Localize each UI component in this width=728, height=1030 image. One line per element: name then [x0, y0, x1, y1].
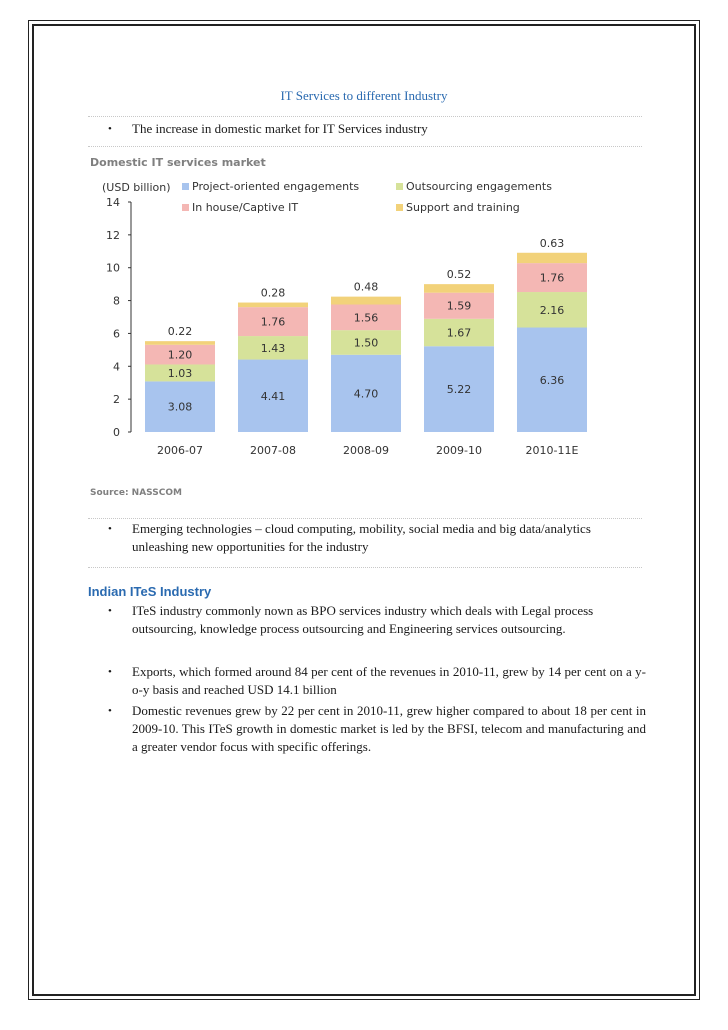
ites-bullet-item: [108, 602, 646, 638]
x-category-label: 2007-08: [250, 444, 296, 457]
bar-value-label: 1.50: [353, 336, 379, 350]
bar-value-label: 0.52: [446, 268, 472, 282]
x-category-label: 2006-07: [157, 444, 203, 457]
bar-value-label: 1.20: [167, 348, 193, 362]
x-category-label: 2008-09: [343, 444, 389, 457]
ites-bullet-item: [108, 702, 646, 756]
bar-value-label: 4.41: [260, 389, 286, 403]
bar-value-label: 0.22: [167, 325, 193, 339]
bar-segment: [517, 253, 587, 263]
bullet-item: [108, 120, 646, 138]
domestic-it-services-chart: [84, 150, 646, 500]
bar-value-label: 4.70: [353, 387, 379, 401]
bar-value-label: 1.59: [446, 299, 472, 313]
legend-swatch: [396, 183, 403, 190]
bar-value-label: 1.43: [260, 341, 286, 355]
bar-value-label: 0.48: [353, 280, 379, 294]
bar-value-label: 3.08: [167, 400, 193, 414]
bullet-text: The increase in domestic market for IT Services industry: [132, 121, 428, 136]
bullet-text: Exports, which formed around 84 per cent of the revenues in 2010-11, grew by 14 per cent on a y-o-y basis and reached USD 14.1 billion: [132, 664, 646, 697]
x-category-label: 2010-11E: [525, 444, 579, 457]
bar-value-label: 1.67: [446, 326, 472, 340]
bar-value-label: 0.63: [539, 236, 565, 250]
x-category-label: 2009-10: [436, 444, 482, 457]
y-tick-label: 12: [106, 228, 120, 242]
ites-heading: Indian ITeS Industry: [88, 584, 212, 599]
divider: [88, 567, 642, 568]
bullet-dot: •: [108, 705, 112, 717]
legend-swatch: [182, 204, 189, 211]
bar-segment: [331, 297, 401, 305]
bullet-dot: •: [108, 123, 112, 135]
y-tick-label: 14: [106, 196, 120, 209]
bar-value-label: 6.36: [539, 373, 565, 387]
bar-value-label: 1.56: [353, 311, 379, 325]
y-tick-label: 0: [113, 426, 120, 439]
bullet-text: Emerging technologies – cloud computing, mobility, social media and big data/analytics unleashing new opportunities for the industry: [132, 521, 591, 554]
legend-label: Project-oriented engagements: [192, 180, 360, 193]
chart-svg: [84, 150, 646, 500]
chart-ylabel: (USD billion): [102, 181, 171, 194]
chart-bars: [145, 237, 587, 457]
legend-label: In house/Captive IT: [192, 201, 299, 214]
y-tick-label: 2: [113, 393, 120, 407]
bar-value-label: 5.22: [446, 383, 472, 397]
section-title: IT Services to different Industry: [280, 88, 448, 103]
ites-bullet-item: [108, 663, 646, 699]
legend-label: Support and training: [406, 201, 520, 214]
bullet-item: [108, 520, 646, 556]
divider: [88, 146, 642, 147]
bar-value-label: 2.16: [539, 303, 565, 317]
y-tick-label: 8: [113, 294, 120, 308]
legend-swatch: [182, 183, 189, 190]
bar-segment: [424, 284, 494, 293]
bar-segment: [238, 303, 308, 308]
y-tick-label: 10: [106, 261, 120, 275]
chart-title: Domestic IT services market: [90, 156, 266, 169]
bullet-dot: •: [108, 605, 112, 617]
legend-swatch: [396, 204, 403, 211]
bullet-dot: •: [108, 523, 112, 535]
bullet-dot: •: [108, 666, 112, 678]
bar-value-label: 0.28: [260, 286, 286, 300]
divider: [88, 116, 642, 117]
chart-legend: [182, 180, 552, 214]
chart-source: Source: NASSCOM: [90, 488, 182, 498]
bar-value-label: 1.76: [260, 315, 286, 329]
bullet-text: Domestic revenues grew by 22 per cent in 2010-11, grew higher compared to about 18 per cent in 2009-10. This ITeS growth in domestic market is led by the BFSI, telecom and manufacturing and a greater vendor focus with specific offerings.: [132, 703, 646, 754]
legend-label: Outsourcing engagements: [406, 180, 552, 193]
divider: [88, 518, 642, 519]
bar-value-label: 1.76: [539, 271, 565, 285]
bullet-text: ITeS industry commonly nown as BPO services industry which deals with Legal process outsourcing, knowledge process outsourcing and Engineering services outsourcing.: [132, 603, 594, 636]
bar-segment: [145, 341, 215, 345]
y-tick-label: 4: [113, 360, 120, 374]
bar-value-label: 1.03: [167, 366, 193, 380]
y-tick-label: 6: [113, 327, 120, 341]
